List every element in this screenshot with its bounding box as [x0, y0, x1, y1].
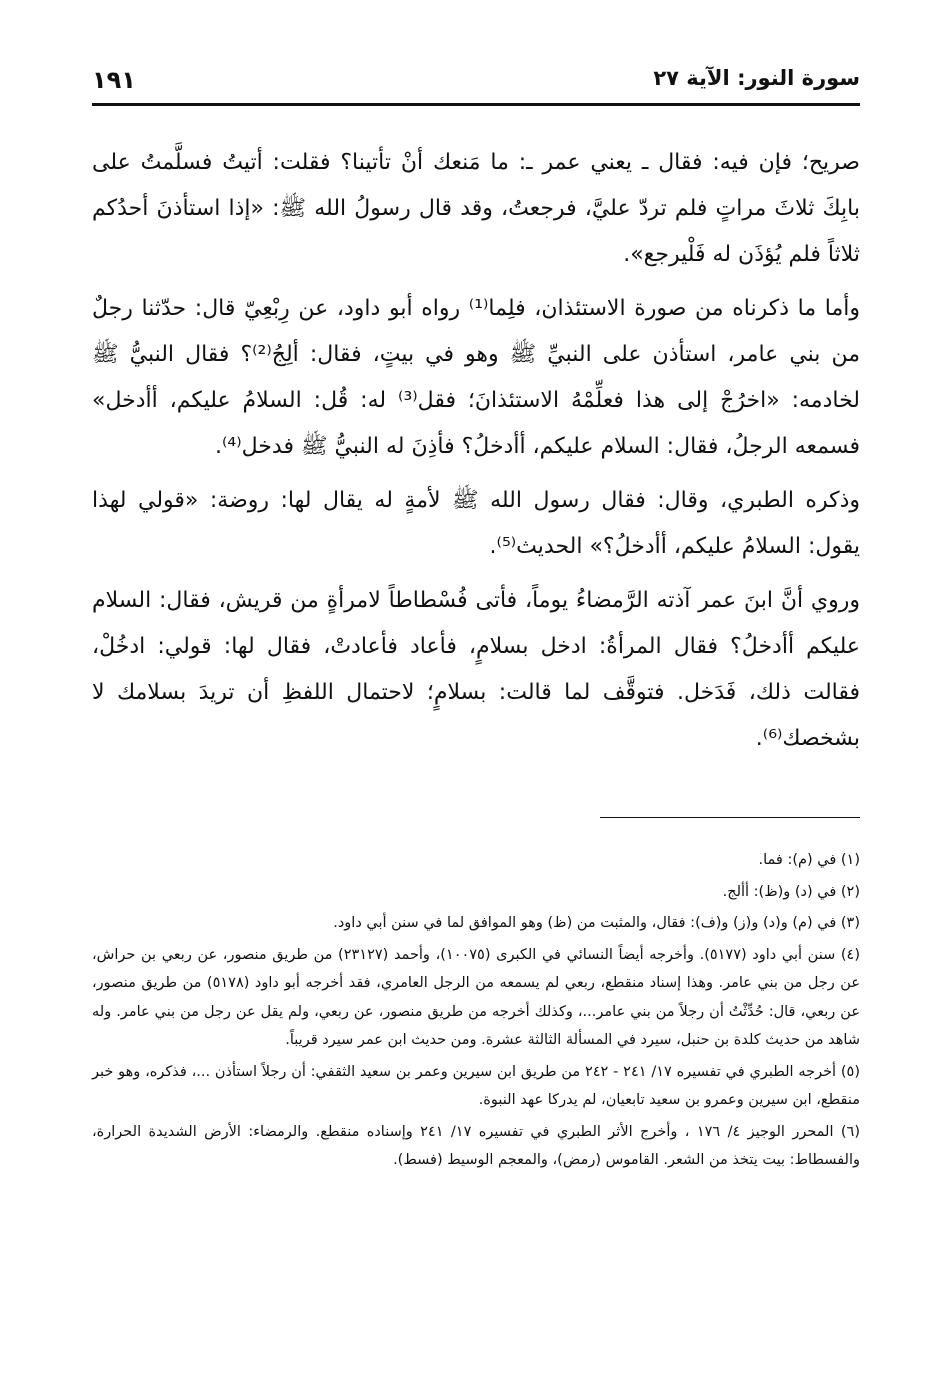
footnote: (١) في (م): فما.: [758, 852, 860, 868]
footnote-separator: [600, 817, 860, 818]
paragraph: وذكره الطبري، وقال: فقال رسول الله ﷺ لأمةٍ له يقال لها: روضة: «قولي لهذا يقول: السلامُ عليكم، أأدخلُ؟» الحديث⁽⁵⁾.: [92, 488, 860, 559]
page-header: [92, 66, 860, 100]
footnote: (٤) سنن أبي داود (٥١٧٧). وأخرجه أيضاً النسائي في الكبرى (١٠٠٧٥)، وأحمد (٢٣١٢٧) من طريق منصور، عن ربعي بن حراش، عن رجل من بني عامر. وهذا إسناد منقطع، ربعي لم يسمعه من الرجل العامري، فقد أخرجه أبو داود (٥١٧٨) من طريق منصور، عن ربعي، قال: حُدِّثْتُ أن رجلاً من بني عامر...، وكذلك أخرجه من طريق منصور، عن ربعي، ولم يقل عن رجل من بني عامر. وله شاهد من حديث كلدة بن حنبل، سيرد في المسألة الثالثة عشرة. ومن حديث ابن عمر سيرد قريباً.: [92, 946, 860, 1048]
running-title: سورة النور: الآية ٢٧: [653, 66, 860, 90]
footnotes: [92, 846, 860, 1178]
paragraph: وأما ما ذكرناه من صورة الاستئذان، فلِما⁽¹⁾ رواه أبو داود، عن رِبْعِيّ قال: حدّثنا رجلٌ من بني عامر، استأذن على النبيِّ ﷺ وهو في بيتٍ، فقال: ألِجُ⁽²⁾؟ فقال النبيُّ ﷺ لخادمه: «اخرُجْ إلى هذا فعلِّمْهُ الاستئذانَ؛ فقل⁽³⁾ له: قُل: السلامُ عليكم، أأدخل» فسمعه الرجلُ، فقال: السلام عليكم، أأدخلُ؟ فأذِنَ له النبيُّ ﷺ فدخل⁽⁴⁾.: [92, 296, 861, 459]
footnote: (٥) أخرجه الطبري في تفسيره ١٧/ ٢٤١ - ٢٤٢ من طريق ابن سيرين وعمر بن سعيد الثقفي: أن رجلاً استأذن ...، فذكره، وهو خبر منقطع، ابن سيرين وعمرو بن سعيد تابعيان، لم يدركا عهد النبوة.: [92, 1063, 861, 1108]
main-text: [92, 140, 860, 770]
paragraph: وروي أنَّ ابنَ عمر آذته الرَّمضاءُ يوماً، فأتى فُسْطاطاً لامرأةٍ من قريش، فقال: السلام عليكم أأدخلُ؟ فقال المرأةُ: ادخل بسلامٍ، فأعاد فأعادتْ، فقال لها: قولي: ادخُلْ، فقالت ذلك، فَدَخل. فتوقَّف لما قالت: بسلامٍ؛ لاحتمال اللفظِ أن تريدَ بسلامك لا بشخصك⁽⁶⁾.: [92, 588, 860, 751]
header-rule: [92, 103, 860, 106]
page-number: ١٩١: [92, 66, 136, 94]
footnote: (٢) في (د) و(ظ): أألج.: [722, 883, 860, 900]
footnote: (٣) في (م) و(د) و(ز) و(ف): فقال، والمثبت من (ظ) وهو الموافق لما في سنن أبي داود.: [333, 915, 860, 931]
footnote: (٦) المحرر الوجيز ٤/ ١٧٦ ، وأخرج الأثر الطبري في تفسيره ١٧/ ٢٤١ وإسناده منقطع. والرمضاء: الأرض الشديدة الحرارة، والفسطاط: بيت يتخذ من الشعر. القاموس (رمض)، والمعجم الوسيط (فسط).: [92, 1123, 861, 1168]
paragraph: صريح؛ فإن فيه: فقال ـ يعني عمر ـ: ما مَنعك أنْ تأتينا؟ فقلت: أتيتُ فسلَّمتُ على بابِكَ ثلاثَ مراتٍ فلم تردّ عليَّ، فرجعتُ، وقد قال رسولُ الله ﷺ: «إذا استأذنَ أحدُكم ثلاثاً فلم يُؤذَن له فَلْيرجع».: [92, 150, 860, 267]
